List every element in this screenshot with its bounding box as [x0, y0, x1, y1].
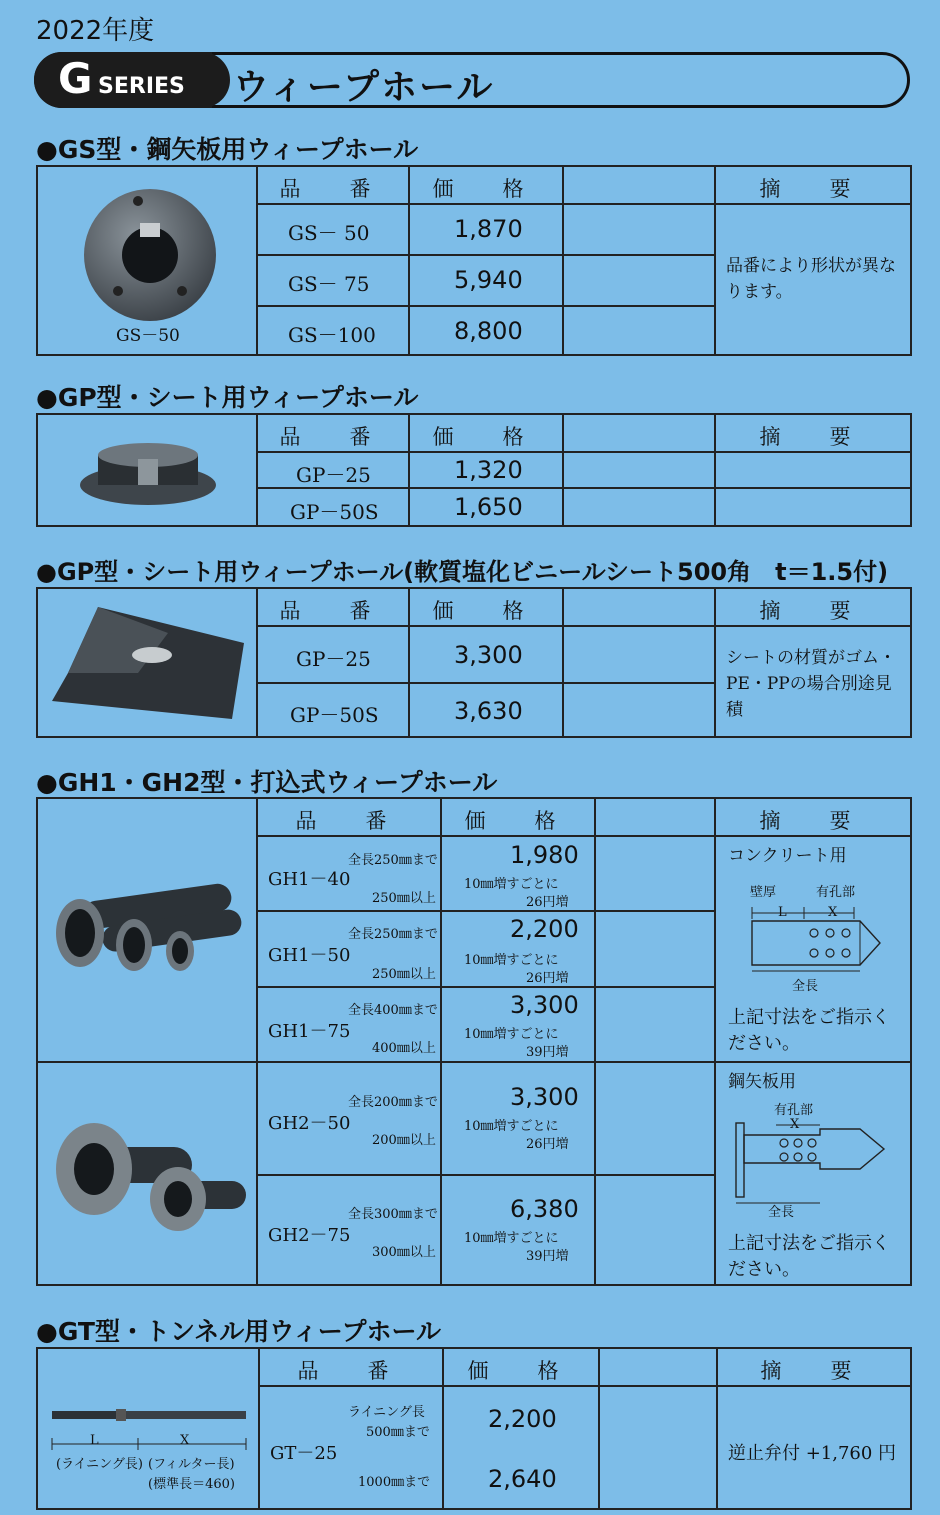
- gh-row-increment: 10㎜増すごとに: [464, 877, 559, 892]
- gh-row-increment: 10㎜増すごとに: [464, 953, 559, 968]
- gp-sheet-header-summary: 摘 要: [759, 599, 865, 623]
- gp-row-part: GP－25: [296, 463, 371, 487]
- gh-header-summary: 摘 要: [759, 809, 865, 833]
- gt-dimension-arrows: [50, 1435, 250, 1454]
- gh1-dim-l: L: [778, 905, 787, 920]
- gh2-instruction: 上記寸法をご指示ください。: [728, 1233, 890, 1280]
- gh-row-length-over: 250㎜以上: [372, 891, 436, 906]
- gh-row-increment: 10㎜増すごとに: [464, 1027, 559, 1042]
- gh1-dim-x: X: [828, 905, 838, 920]
- gh-row-price: 3,300: [510, 1083, 579, 1111]
- gp-sheet-row-price: 3,630: [454, 697, 523, 725]
- series-banner: [34, 52, 910, 108]
- gh-row-increment-amount: 26円増: [526, 1137, 569, 1152]
- gp-header-summary: 摘 要: [759, 425, 865, 449]
- series-letter: G: [58, 54, 93, 103]
- gt-table: [36, 1347, 912, 1510]
- gt-caption-standard: (標準長＝460): [148, 1477, 235, 1492]
- gh-row-length-limit: 全長250㎜まで: [348, 927, 438, 942]
- gs-image-caption: GS－50: [116, 326, 180, 346]
- gh-row-part: GH2－50: [268, 1113, 351, 1134]
- gs-row-price: 1,870: [454, 215, 523, 243]
- gp-sheet-table: [36, 587, 912, 738]
- gh-row-length-over: 400㎜以上: [372, 1041, 436, 1056]
- gh-header-price: 価 格: [464, 809, 570, 833]
- gt-price-extended: 2,640: [488, 1465, 557, 1493]
- gh-row-part: GH2－75: [268, 1225, 351, 1246]
- gp-header-price: 価 格: [432, 425, 538, 449]
- gt-product-image: [50, 1405, 250, 1429]
- gs-row-part: GS－ 50: [288, 221, 370, 245]
- gh-row-increment: 10㎜増すごとに: [464, 1119, 559, 1134]
- gs-heading: ●GS型・鋼矢板用ウィープホール: [36, 135, 419, 164]
- gs-product-image: [82, 187, 218, 327]
- gh-row-length-over: 250㎜以上: [372, 967, 436, 982]
- gh2-usage-label: 鋼矢板用: [728, 1072, 796, 1092]
- gh1-dimension-diagram: [750, 905, 910, 979]
- gp-header-part: 品 番: [279, 425, 385, 449]
- gh-row-length-over: 200㎜以上: [372, 1133, 436, 1148]
- gp-sheet-row-part: GP－50S: [290, 703, 379, 727]
- gp-sheet-product-image: [48, 603, 248, 727]
- gh1-wall-label: 壁厚: [750, 885, 777, 900]
- gt-header-part: 品 番: [297, 1359, 403, 1383]
- gh2-dimension-diagram: [734, 1119, 904, 1213]
- gt-heading: ●GT型・トンネル用ウィープホール: [36, 1317, 441, 1346]
- gh2-total-length-label: 全長: [768, 1205, 795, 1220]
- gh1-product-image: [52, 879, 248, 993]
- series-word: SERIES: [98, 74, 185, 99]
- gh-row-part: GH1－75: [268, 1021, 351, 1042]
- gt-summary-note: 逆止弁付 +1,760 円: [728, 1443, 897, 1464]
- gs-table: [36, 165, 912, 356]
- gh-table: [36, 797, 912, 1286]
- gh-row-price: 3,300: [510, 991, 579, 1019]
- gh-row-increment-amount: 39円増: [526, 1045, 569, 1060]
- gh-row-price: 1,980: [510, 841, 579, 869]
- gs-summary-note: 品番により形状が異なります。: [726, 256, 896, 302]
- gp-table: [36, 413, 912, 527]
- gp-row-price: 1,320: [454, 456, 523, 484]
- gh-row-increment-amount: 26円増: [526, 971, 569, 986]
- gs-header-price: 価 格: [432, 177, 538, 201]
- gs-header-summary: 摘 要: [759, 177, 865, 201]
- gh1-holes-label: 有孔部: [816, 885, 856, 900]
- gh2-holes-label: 有孔部: [774, 1103, 814, 1118]
- gs-row-part: GS－ 75: [288, 272, 370, 296]
- gh-row-increment-amount: 39円増: [526, 1249, 569, 1264]
- gt-header-price: 価 格: [467, 1359, 573, 1383]
- gh-header-part: 品 番: [295, 809, 401, 833]
- gs-row-price: 5,940: [454, 266, 523, 294]
- gh-row-part: GH1－50: [268, 945, 351, 966]
- gp-heading: ●GP型・シート用ウィープホール: [36, 383, 419, 412]
- gh-row-length-limit: 全長250㎜まで: [348, 853, 438, 868]
- fiscal-year: 2022年度: [36, 16, 155, 46]
- gh1-instruction: 上記寸法をご指示ください。: [728, 1007, 890, 1054]
- gh-row-price: 2,200: [510, 915, 579, 943]
- gh1-usage-label: コンクリート用: [728, 846, 847, 866]
- gt-caption-filter: (フィルター長): [148, 1457, 235, 1472]
- gp-sheet-heading: ●GP型・シート用ウィープホール(軟質塩化ビニールシート500角 t＝1.5付): [36, 558, 889, 586]
- gh-row-length-over: 300㎜以上: [372, 1245, 436, 1260]
- gs-row-part: GS－100: [288, 323, 376, 347]
- gt-dim-x: X: [180, 1433, 190, 1448]
- gt-price-standard: 2,200: [488, 1405, 557, 1433]
- gh-row-price: 6,380: [510, 1195, 579, 1223]
- gh-heading: ●GH1・GH2型・打込式ウィープホール: [36, 768, 498, 797]
- gp-row-price: 1,650: [454, 493, 523, 521]
- gt-dim-l: L: [90, 1433, 99, 1448]
- gh-row-increment: 10㎜増すごとに: [464, 1231, 559, 1246]
- gt-lining-label: ライニング長: [348, 1405, 425, 1420]
- gp-product-image: [78, 433, 218, 513]
- gh-row-part: GH1－40: [268, 869, 351, 890]
- gh-row-length-limit: 全長400㎜まで: [348, 1003, 438, 1018]
- gh-row-length-limit: 全長200㎜まで: [348, 1095, 438, 1110]
- gt-lining-over: 1000㎜まで: [358, 1475, 431, 1490]
- gt-caption-lining: (ライニング長): [56, 1457, 143, 1472]
- gt-row-part: GT－25: [270, 1443, 338, 1464]
- gh1-total-length-label: 全長: [792, 979, 819, 994]
- gs-row-price: 8,800: [454, 317, 523, 345]
- gh2-dim-x: X: [790, 1117, 800, 1132]
- gp-sheet-row-price: 3,300: [454, 641, 523, 669]
- gp-sheet-header-part: 品 番: [279, 599, 385, 623]
- gp-row-part: GP－50S: [290, 500, 379, 524]
- page-title: ウィープホール: [233, 67, 495, 108]
- gh-row-length-limit: 全長300㎜まで: [348, 1207, 438, 1222]
- series-pill: [34, 52, 212, 108]
- gt-lining-limit: 500㎜まで: [366, 1425, 430, 1440]
- gh-row-increment-amount: 26円増: [526, 895, 569, 910]
- gs-header-part: 品 番: [279, 177, 385, 201]
- gh2-product-image: [52, 1117, 248, 1241]
- gp-sheet-header-price: 価 格: [432, 599, 538, 623]
- gt-header-summary: 摘 要: [760, 1359, 866, 1383]
- gp-sheet-summary-note: シートの材質がゴム・PE・PPの場合別途見積: [726, 648, 896, 720]
- gp-sheet-row-part: GP－25: [296, 647, 371, 671]
